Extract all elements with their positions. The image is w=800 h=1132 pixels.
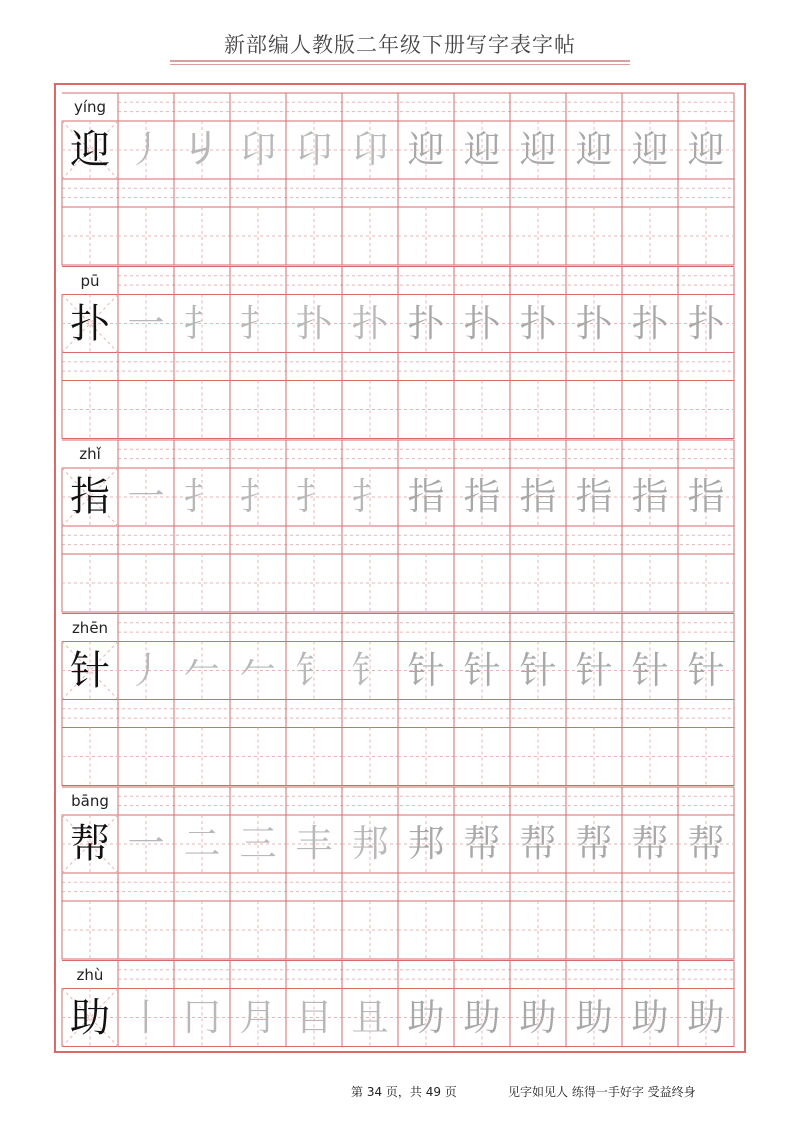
stroke-order-trace: 针 — [463, 648, 501, 692]
stroke-order-trace: 针 — [575, 648, 613, 692]
stroke-order-trace: 迎 — [687, 128, 725, 171]
stroke-order-trace: 迎 — [407, 128, 445, 171]
stroke-order-trace: 二 — [183, 822, 221, 865]
stroke-order-trace: 邦 — [351, 822, 389, 865]
stroke-order-trace: 扑 — [631, 301, 669, 345]
stroke-order-trace: 指 — [519, 475, 557, 518]
model-character: 指 — [70, 474, 110, 520]
stroke-order-trace: 指 — [463, 475, 501, 518]
stroke-order-trace: 扑 — [575, 301, 613, 345]
stroke-order-trace: 一 — [127, 475, 165, 518]
stroke-order-trace: 助 — [463, 995, 501, 1039]
practice-grid — [56, 85, 744, 1051]
stroke-order-trace: 迎 — [575, 128, 613, 171]
pinyin-label: zhǐ — [79, 445, 101, 463]
footer-slogan: 见字如见人 练得一手好字 受益终身 — [508, 1085, 696, 1099]
stroke-order-trace: 扌 — [183, 301, 221, 345]
model-character: 扑 — [70, 300, 110, 347]
stroke-order-trace: 扌 — [351, 475, 389, 518]
stroke-order-trace: 𠂉 — [239, 648, 277, 692]
stroke-order-trace: 帮 — [519, 822, 557, 865]
model-character: 针 — [70, 647, 110, 694]
stroke-order-trace: 冂 — [183, 995, 221, 1039]
stroke-order-trace: 指 — [575, 475, 613, 518]
stroke-order-trace: 针 — [631, 648, 669, 692]
page-title: 新部编人教版二年级下册写字表字帖 — [224, 33, 576, 57]
page-number: 第 34 页，共 49 页 — [351, 1085, 457, 1099]
stroke-order-trace: 扑 — [519, 301, 557, 345]
stroke-order-trace: 迎 — [463, 128, 501, 171]
pinyin-label: pū — [80, 271, 100, 290]
stroke-order-trace: 指 — [631, 475, 669, 518]
stroke-order-trace: 𠂉 — [183, 648, 221, 692]
stroke-order-trace: 帮 — [575, 822, 613, 865]
stroke-order-trace: 一 — [127, 822, 165, 865]
stroke-order-trace: 一 — [127, 301, 165, 345]
stroke-order-trace: 𠂈 — [183, 128, 221, 171]
stroke-order-trace: 三 — [239, 822, 277, 865]
pinyin-label: zhù — [76, 965, 104, 984]
stroke-order-trace: 帮 — [687, 822, 725, 865]
stroke-order-trace: 卬 — [239, 128, 277, 171]
stroke-order-trace: 指 — [687, 475, 725, 518]
model-character: 迎 — [70, 127, 110, 173]
stroke-order-trace: 帮 — [463, 822, 501, 865]
pinyin-label: zhēn — [71, 618, 109, 637]
stroke-order-trace: 丨 — [127, 995, 165, 1039]
model-character: 助 — [70, 994, 110, 1041]
stroke-order-trace: 目 — [295, 995, 333, 1039]
stroke-order-trace: 迎 — [631, 128, 669, 171]
stroke-order-trace: 迎 — [519, 128, 557, 171]
stroke-order-trace: 扌 — [295, 475, 333, 518]
stroke-order-trace: 丿 — [127, 648, 165, 692]
stroke-order-trace: 扌 — [239, 301, 277, 345]
stroke-order-trace: 扑 — [407, 301, 445, 345]
stroke-order-trace: 助 — [687, 995, 725, 1039]
stroke-order-trace: 扑 — [295, 301, 333, 345]
stroke-order-trace: 针 — [687, 648, 725, 692]
stroke-order-trace: 助 — [407, 995, 445, 1039]
stroke-order-trace: 月 — [239, 995, 277, 1039]
pinyin-label: yíng — [73, 98, 107, 116]
stroke-order-trace: 指 — [407, 475, 445, 518]
pinyin-label: bāng — [71, 792, 109, 810]
stroke-order-trace: 助 — [631, 995, 669, 1039]
stroke-order-trace: 扑 — [687, 301, 725, 345]
stroke-order-trace: 帮 — [631, 822, 669, 865]
stroke-order-trace: 扑 — [463, 301, 501, 345]
stroke-order-trace: 卬 — [295, 128, 333, 171]
model-character: 帮 — [70, 821, 110, 867]
practice-sheet — [54, 83, 746, 1053]
title-underline-thick — [170, 60, 630, 62]
stroke-order-trace: 助 — [575, 995, 613, 1039]
stroke-order-trace: 钅 — [295, 648, 333, 692]
stroke-order-trace: 丰 — [295, 822, 333, 865]
title-underline-thin — [170, 64, 630, 65]
stroke-order-trace: 扑 — [351, 301, 389, 345]
stroke-order-trace: 且 — [351, 995, 389, 1039]
stroke-order-trace: 扌 — [239, 475, 277, 518]
stroke-order-trace: 卬 — [351, 128, 389, 171]
stroke-order-trace: 邦 — [407, 822, 445, 865]
stroke-order-trace: 针 — [519, 648, 557, 692]
stroke-order-trace: 钅 — [351, 648, 389, 692]
stroke-order-trace: 丿 — [127, 128, 165, 171]
stroke-order-trace: 扌 — [183, 475, 221, 518]
stroke-order-trace: 针 — [407, 648, 445, 692]
stroke-order-trace: 助 — [519, 995, 557, 1039]
